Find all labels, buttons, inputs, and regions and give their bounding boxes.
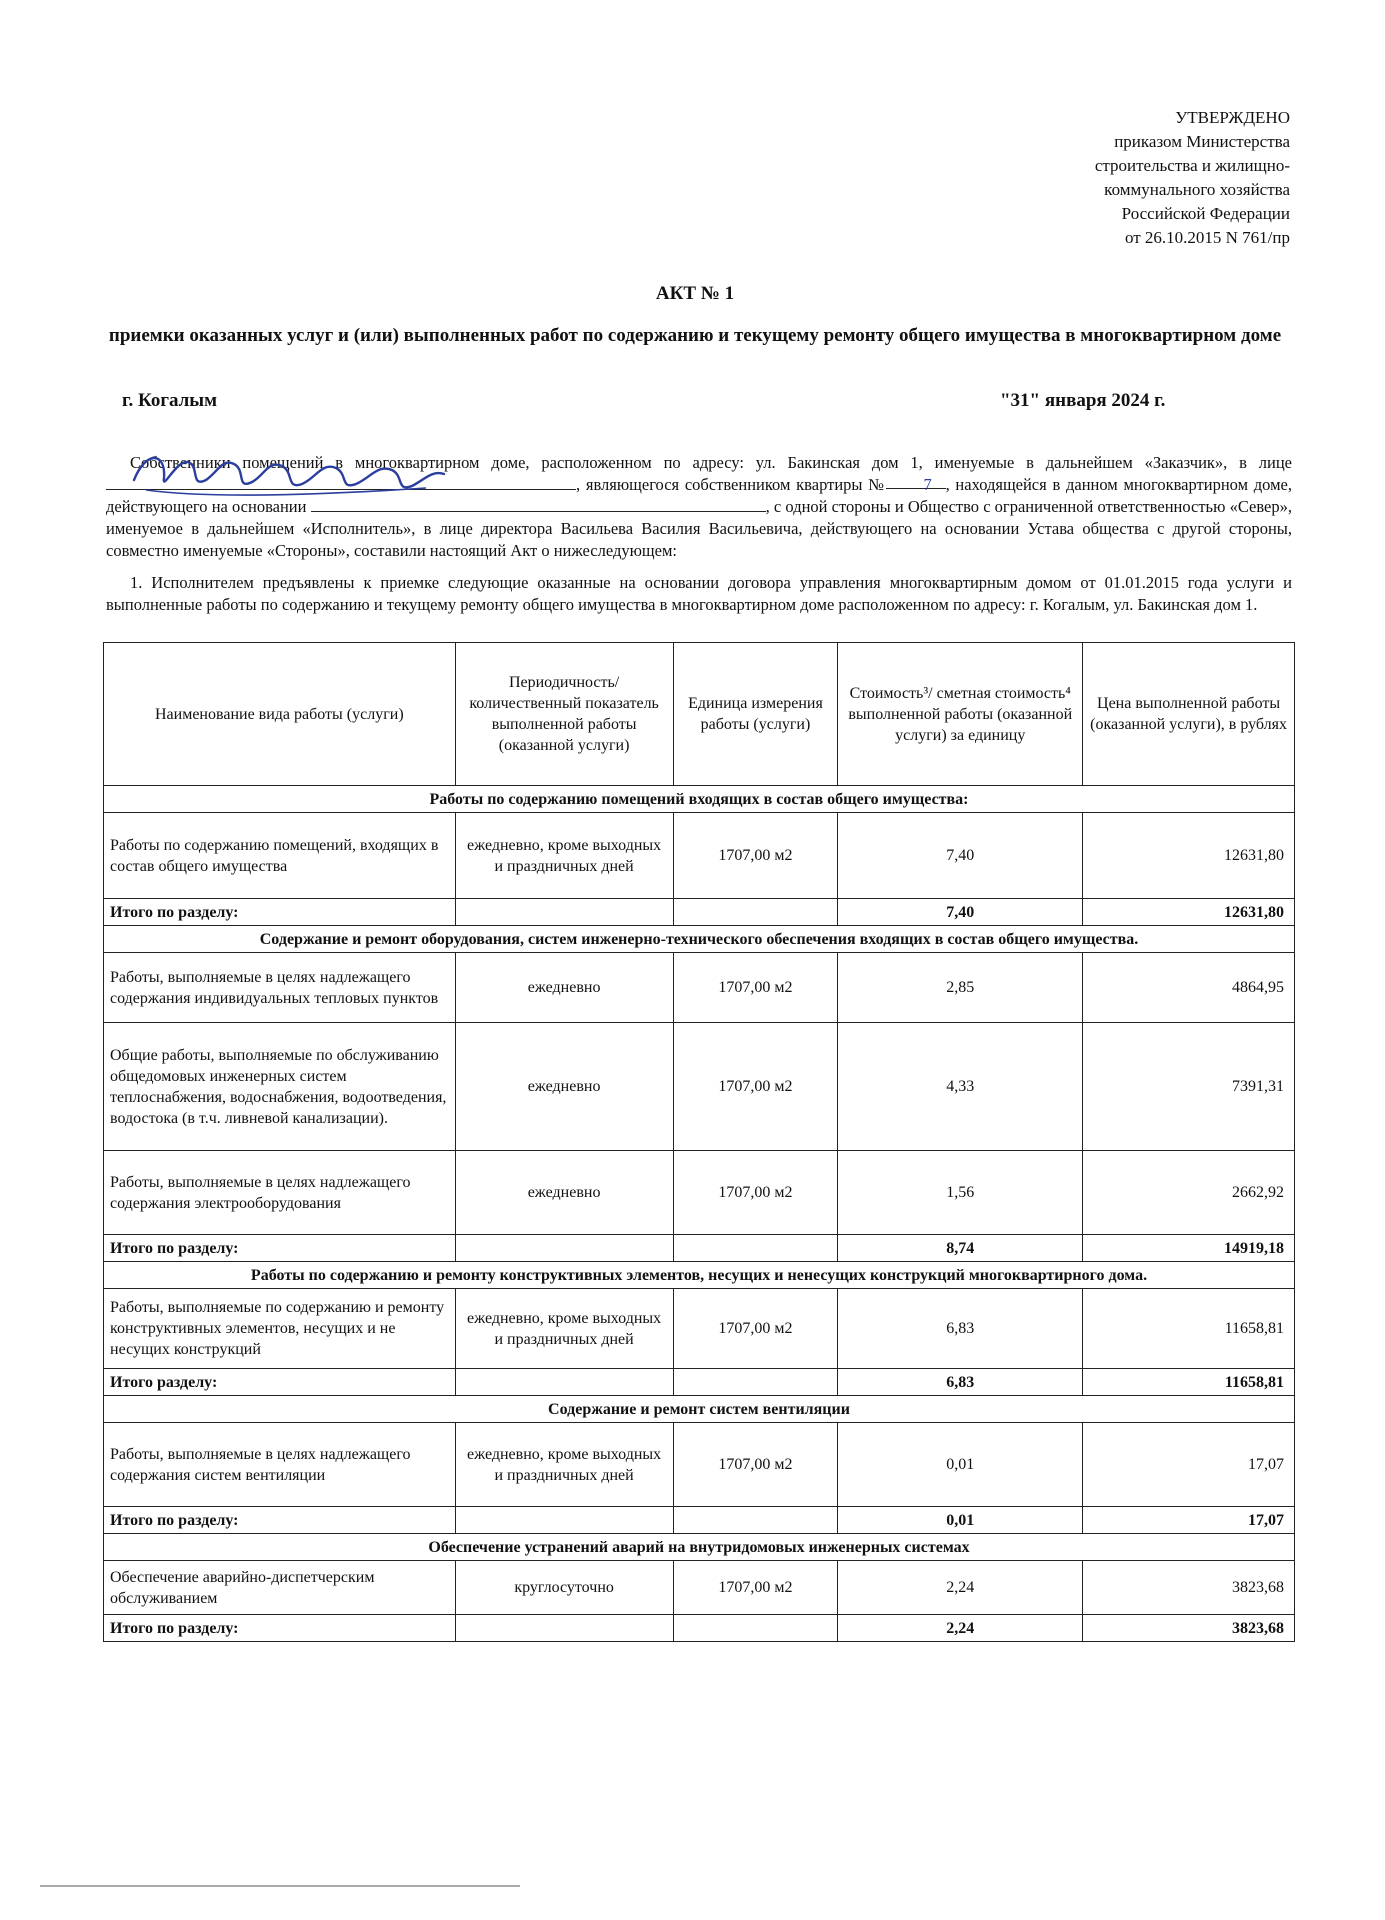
section-title: Обеспечение устранений аварий на внутридомовых инженерных системах: [104, 1534, 1295, 1561]
empty-cell: [673, 1507, 838, 1534]
work-name: Работы, выполняемые по содержанию и ремонту конструктивных элементов, несущих и не несущих конструкций: [104, 1289, 456, 1369]
section-title: Работы по содержанию помещений входящих в состав общего имущества:: [104, 786, 1295, 813]
apartment-number: 7: [886, 474, 946, 489]
table-header-row: [104, 643, 1295, 786]
approval-block: [960, 106, 1290, 250]
section-title: Работы по содержанию и ремонту конструктивных элементов, несущих и ненесущих конструкций многоквартирного дома.: [104, 1262, 1295, 1289]
column-header: Единица измерения работы (услуги): [673, 643, 838, 786]
approval-line: приказом Министерства: [1114, 132, 1290, 151]
para-text: , с одной стороны и Общество с ограниченной ответственностью «Север», именуемое в дальнейшем «Исполнитель», в лице директора Васильева Василия Васильевича, действующего на основании Устава общества с другой стороны, совместно именуемые «Стороны», составили настоящий Акт о нижеследующем:: [106, 497, 1292, 560]
section-total-row: [104, 899, 1295, 926]
empty-cell: [455, 1235, 673, 1262]
column-header: Цена выполненной работы (оказанной услуги), в рублях: [1083, 643, 1295, 786]
total-price: 11658,81: [1083, 1369, 1295, 1396]
unit: 1707,00 м2: [673, 813, 838, 899]
column-header: Стоимость³/ сметная стоимость⁴ выполненной работы (оказанной услуги) за единицу: [838, 643, 1083, 786]
table-row: [104, 1289, 1295, 1369]
services-table: [103, 642, 1295, 1642]
handwritten-signature: [126, 440, 456, 502]
section-title-row: [104, 926, 1295, 953]
approval-line: строительства и жилищно-: [1094, 156, 1290, 175]
approval-line: Российской Федерации: [1121, 204, 1290, 223]
total-unit-cost: 2,24: [838, 1615, 1083, 1642]
unit: 1707,00 м2: [673, 1023, 838, 1151]
total-label: Итого по разделу:: [104, 1235, 456, 1262]
total-price: 14919,18: [1083, 1235, 1295, 1262]
empty-cell: [673, 899, 838, 926]
work-name: Работы, выполняемые в целях надлежащего содержания систем вентиляции: [104, 1423, 456, 1507]
scan-edge-line: [40, 1885, 520, 1887]
section-title-row: [104, 786, 1295, 813]
unit-cost: 6,83: [838, 1289, 1083, 1369]
price: 7391,31: [1083, 1023, 1295, 1151]
total-label: Итого разделу:: [104, 1369, 456, 1396]
unit: 1707,00 м2: [673, 1423, 838, 1507]
table-row: [104, 1423, 1295, 1507]
price: 12631,80: [1083, 813, 1295, 899]
periodicity: ежедневно, кроме выходных и праздничных дней: [455, 1423, 673, 1507]
total-unit-cost: 6,83: [838, 1369, 1083, 1396]
table-row: [104, 1151, 1295, 1235]
unit: 1707,00 м2: [673, 953, 838, 1023]
price: 4864,95: [1083, 953, 1295, 1023]
periodicity: ежедневно, кроме выходных и праздничных дней: [455, 813, 673, 899]
unit: 1707,00 м2: [673, 1561, 838, 1615]
approval-line: от 26.10.2015 N 761/пр: [1124, 228, 1290, 247]
section-title-row: [104, 1396, 1295, 1423]
total-label: Итого по разделу:: [104, 1507, 456, 1534]
para-text: Собственники помещений в многоквартирном доме, расположенном по адресу: ул. Бакинская дом 1, именуемые в дальнейшем «Заказчик», в лице: [130, 453, 1292, 472]
column-header: Периодичность/ количественный показатель выполненной работы (оказанной услуги): [455, 643, 673, 786]
document-title: [100, 280, 1290, 350]
approval-line: УТВЕРЖДЕНО: [1175, 108, 1290, 127]
periodicity: ежедневно: [455, 953, 673, 1023]
unit: 1707,00 м2: [673, 1151, 838, 1235]
table-row: [104, 1023, 1295, 1151]
price: 2662,92: [1083, 1151, 1295, 1235]
work-name: Работы по содержанию помещений, входящих в состав общего имущества: [104, 813, 456, 899]
section-total-row: [104, 1235, 1295, 1262]
empty-cell: [455, 1615, 673, 1642]
empty-cell: [455, 1507, 673, 1534]
work-name: Работы, выполняемые в целях надлежащего содержания индивидуальных тепловых пунктов: [104, 953, 456, 1023]
city: г. Когалым: [122, 390, 218, 411]
approval-line: коммунального хозяйства: [1104, 180, 1290, 199]
section-title-row: [104, 1534, 1295, 1561]
empty-cell: [673, 1235, 838, 1262]
empty-cell: [455, 1369, 673, 1396]
para-text: , находящейся в данном многоквартирном доме, действующего на основании: [106, 475, 1292, 516]
section-total-row: [104, 1507, 1295, 1534]
unit-cost: 4,33: [838, 1023, 1083, 1151]
unit: 1707,00 м2: [673, 1289, 838, 1369]
total-price: 17,07: [1083, 1507, 1295, 1534]
unit-cost: 0,01: [838, 1423, 1083, 1507]
total-unit-cost: 7,40: [838, 899, 1083, 926]
section-total-row: [104, 1615, 1295, 1642]
empty-cell: [673, 1615, 838, 1642]
table-row: [104, 953, 1295, 1023]
act-number: АКТ № 1: [655, 283, 735, 304]
services-paragraph: 1. Исполнителем предъявлены к приемке следующие оказанные на основании договора управления многоквартирным домом от 01.01.2015 года услуги и выполненные работы по содержанию и текущему ремонту общего имущества в многоквартирном доме расположенном по адресу: г. Когалым, ул. Бакинская дом 1.: [106, 573, 1292, 614]
work-name: Общие работы, выполняемые по обслуживанию общедомовых инженерных систем теплоснабжения, водоснабжения, водоотведения, водостока (в т.ч. ливневой канализации).: [104, 1023, 456, 1151]
price: 17,07: [1083, 1423, 1295, 1507]
para-text: , являющегося собственником квартиры №: [576, 475, 886, 494]
section-title: Содержание и ремонт систем вентиляции: [104, 1396, 1295, 1423]
price: 3823,68: [1083, 1561, 1295, 1615]
unit-cost: 2,24: [838, 1561, 1083, 1615]
periodicity: круглосуточно: [455, 1561, 673, 1615]
table-row: [104, 813, 1295, 899]
section-title: Содержание и ремонт оборудования, систем инженерно-технического обеспечения входящих в состав общего имущества.: [104, 926, 1295, 953]
section-total-row: [104, 1369, 1295, 1396]
periodicity: ежедневно, кроме выходных и праздничных дней: [455, 1289, 673, 1369]
total-label: Итого по разделу:: [104, 899, 456, 926]
work-name: Обеспечение аварийно-диспетчерским обслуживанием: [104, 1561, 456, 1615]
price: 11658,81: [1083, 1289, 1295, 1369]
total-label: Итого по разделу:: [104, 1615, 456, 1642]
periodicity: ежедневно: [455, 1023, 673, 1151]
total-price: 3823,68: [1083, 1615, 1295, 1642]
periodicity: ежедневно: [455, 1151, 673, 1235]
total-unit-cost: 8,74: [838, 1235, 1083, 1262]
column-header: Наименование вида работы (услуги): [104, 643, 456, 786]
section-title-row: [104, 1262, 1295, 1289]
empty-cell: [455, 899, 673, 926]
table-row: [104, 1561, 1295, 1615]
total-price: 12631,80: [1083, 899, 1295, 926]
unit-cost: 7,40: [838, 813, 1083, 899]
work-name: Работы, выполняемые в целях надлежащего содержания электрооборудования: [104, 1151, 456, 1235]
total-unit-cost: 0,01: [838, 1507, 1083, 1534]
unit-cost: 1,56: [838, 1151, 1083, 1235]
act-date: "31" января 2024 г.: [1000, 390, 1166, 411]
unit-cost: 2,85: [838, 953, 1083, 1023]
act-subtitle: приемки оказанных услуг и (или) выполненных работ по содержанию и текущему ремонту общего имущества в многоквартирном доме: [108, 325, 1282, 346]
empty-cell: [673, 1369, 838, 1396]
